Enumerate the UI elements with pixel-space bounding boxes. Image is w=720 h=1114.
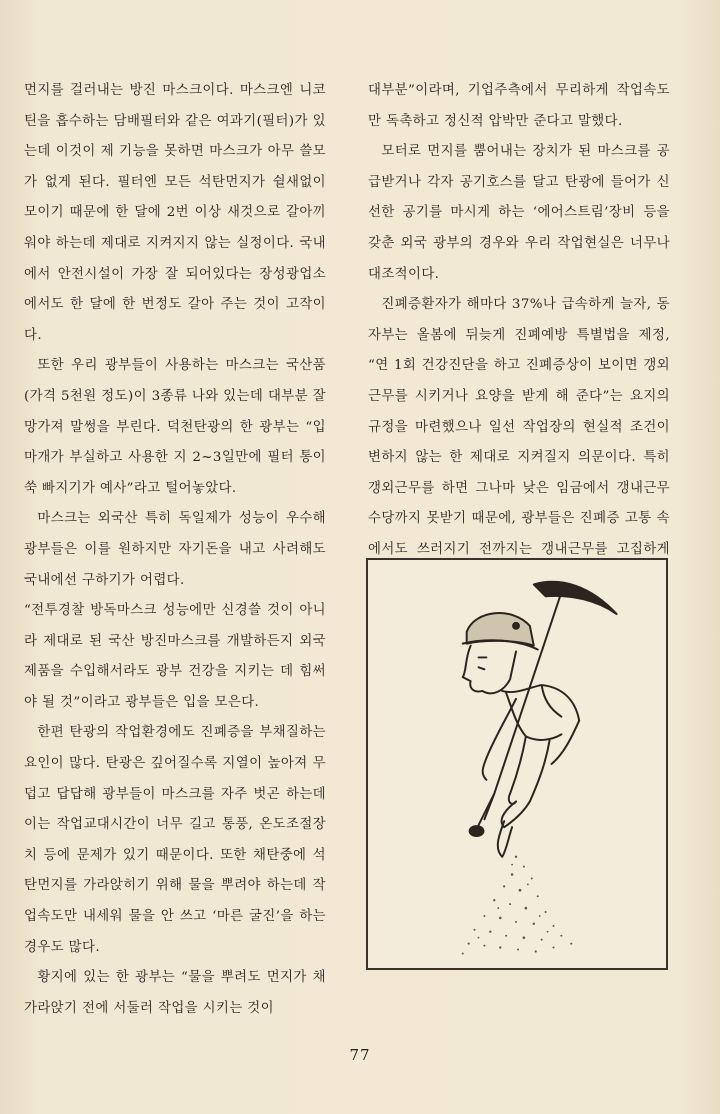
paragraph: 한편 탄광의 작업환경에도 진폐증을 부채질하는 요인이 많다. 탄광은 깊어질수록 지열이 높아져 무덥고 답답해 광부들이 마스크를 자주 벗곤 하는데 이는 작업교대시간이 너무 길고 통풍, 온도조절장치 등에 문제가 있기 때문이다. 또한 채탄중에 석탄먼지를 가라앉히기 위해 물을 뿌려야 하는데 작업속도만 내세워 물을 안 쓰고 ‘마른 굴진’을 하는 경우도 많다. <box>24 725 326 955</box>
paragraph: 먼지를 걸러내는 방진 마스크이다. 마스크엔 니코틴을 흡수하는 담배필터와 같은 여과기(필터)가 있는데 이것이 제 기능을 못하면 마스크가 아무 쓸모가 없게 된다. 필터엔 모든 석탄먼지가 쉴새없이 모이기 때문에 한 달에 2번 이상 새것으로 갈아끼워야 하는데 제대로 지켜지지 않는 실정이다. 국내에서 안전시설이 가장 잘 되어있다는 장성광업소에서도 한 달에 한 번정도 갈아 주는 것이 고작이다. <box>24 83 326 343</box>
left-text-column <box>24 76 326 1024</box>
paragraph: 진폐증환자가 해마다 37%나 급속하게 늘자, 동자부는 올봄에 뒤늦게 진폐예방 특별법을 제정, “연 1회 건강진단을 하고 진폐증상이 보이면 갱외근무를 시키거나 요양을 받게 해 준다”는 요지의 규정을 마련했으나 일선 작업장의 현실적 조건이 변하지 않는 한 제대로 지켜질지 의문이다. 특히 갱외근무를 하면 그나마 낮은 임금에서 갱내근무수당까지 못받기 때문에, 광부들은 진폐증 고통 속에서도 쓰러지기 전까지는 갱내근무를 고집하게 <box>368 297 670 557</box>
right-text-column <box>368 76 670 596</box>
miner-with-pickaxe-drawing <box>368 560 666 968</box>
paragraph: 대부분”이라며, 기업주측에서 무리하게 작업속도만 독촉하고 정신적 압박만 준다고 말했다. <box>368 83 670 129</box>
paragraph: 또한 우리 광부들이 사용하는 마스크는 국산품(가격 5천원 정도)이 3종류 나와 있는데 대부분 잘 망가져 말썽을 부린다. 덕천탄광의 한 광부는 “입마개가 부실하고 사용한 지 2~3일만에 필터 통이 쑥 빠지기가 예사”라고 털어놓았다. <box>24 358 326 496</box>
page-number: 77 <box>349 1046 371 1064</box>
paragraph: 모터로 먼지를 뿜어내는 장치가 된 마스크를 공급받거나 각자 공기호스를 달고 탄광에 들어가 신선한 공기를 마시게 하는 ‘에어스트림’장비 등을 갖춘 외국 광부의 경우와 우리 작업현실은 너무나 대조적이다. <box>368 144 670 282</box>
paragraph: “전투경찰 방독마스크 성능에만 신경쓸 것이 아니라 제대로 된 국산 방진마스크를 개발하든지 외국제품을 수입해서라도 광부 건강을 지키는 데 힘써야 될 것”이라고 광부들은 입을 모은다. <box>24 603 326 710</box>
paragraph: 황지에 있는 한 광부는 “물을 뿌려도 먼지가 채 가라앉기 전에 서둘러 작업을 시키는 것이 <box>24 970 326 1016</box>
miner-illustration <box>366 558 668 970</box>
paragraph: 마스크는 외국산 특히 독일제가 성능이 우수해 광부들은 이를 원하지만 자기돈을 내고 사려해도 국내에선 구하기가 어렵다. <box>24 511 326 588</box>
